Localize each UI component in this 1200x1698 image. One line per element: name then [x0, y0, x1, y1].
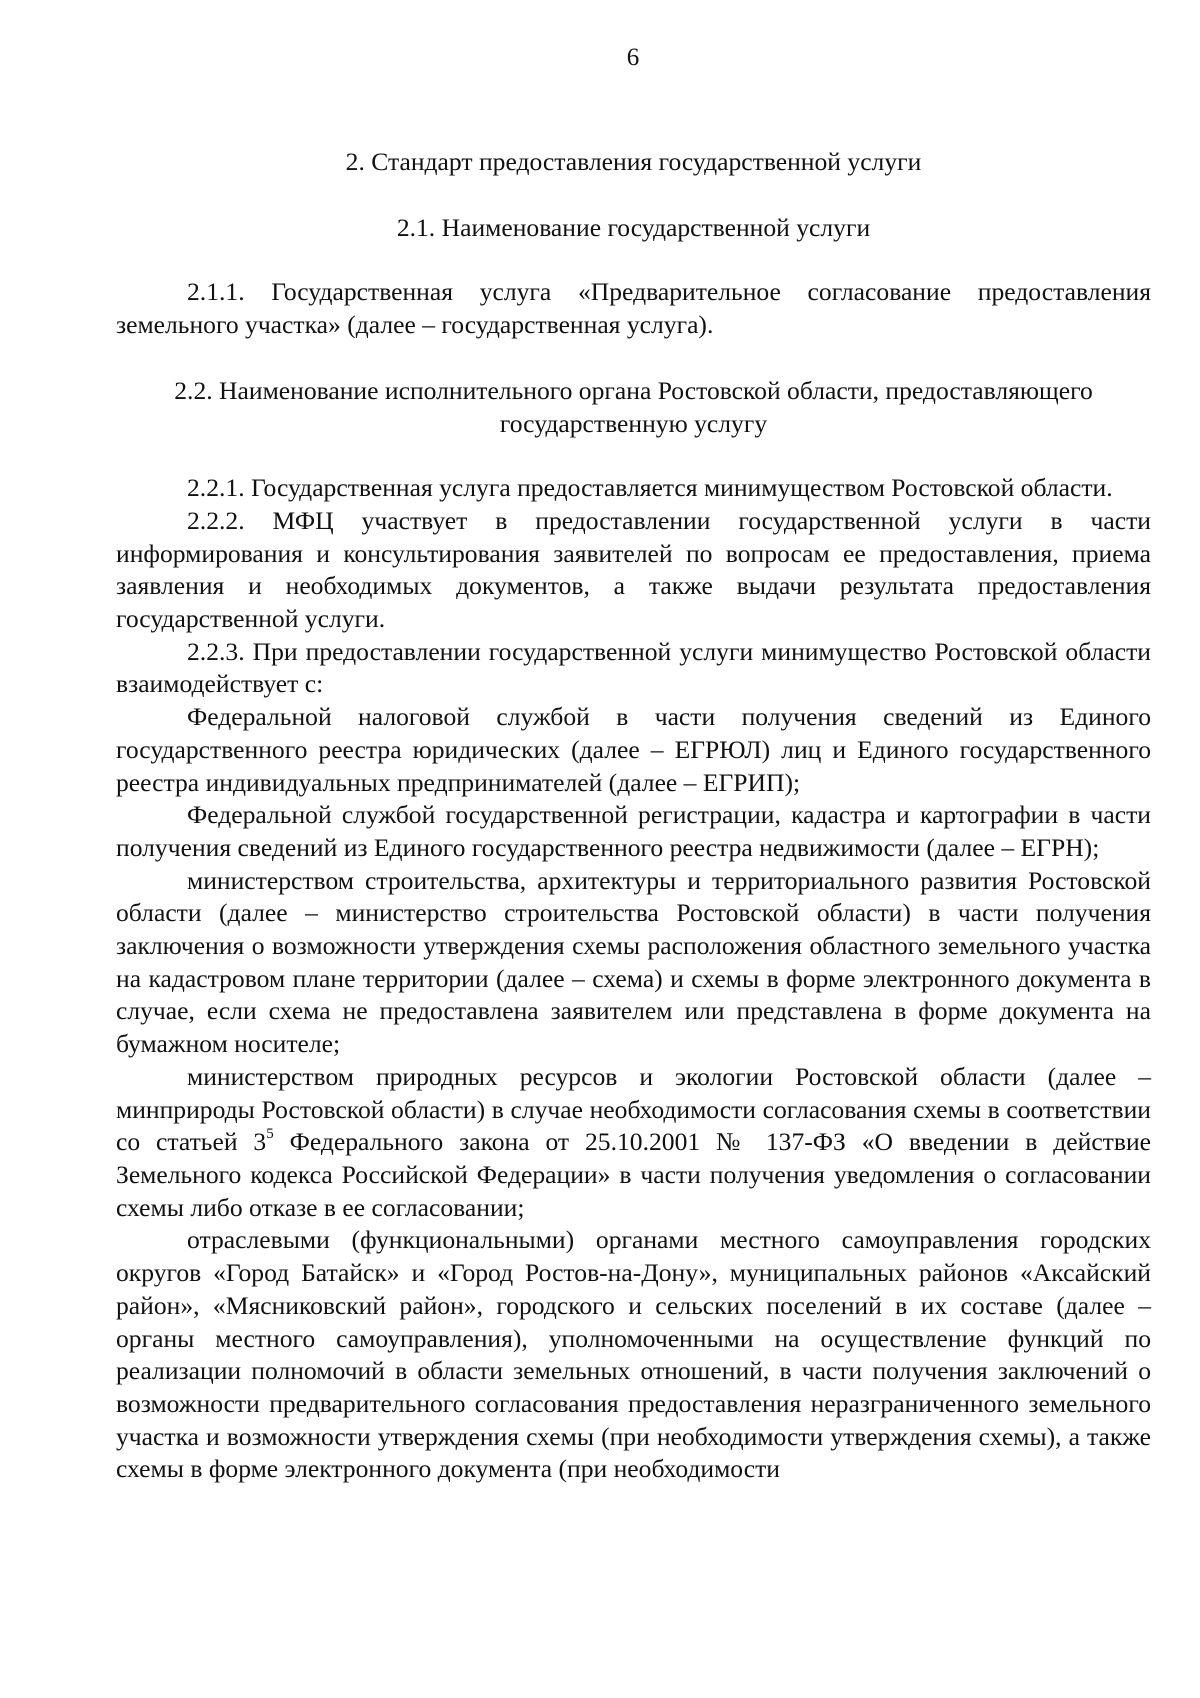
section-2-2-heading: 2.2. Наименование исполнительного органа Ростовской области, предоставляющего государственную услугу — [174, 375, 1093, 438]
paragraph-2-2-2: 2.2.2. МФЦ участвует в предоставлении государственной услуги в части информирования и консультирования заявителей по вопросам ее предоставления, приема заявления и необходимых документов, а также выдачи результата предоставления государственной услуги. — [116, 505, 1151, 634]
section-2-heading: 2. Стандарт предоставления государственной услуги — [345, 147, 922, 176]
paragraph-2-2-1: 2.2.1. Государственная услуга предоставляется минимуществом Ростовской области. — [187, 473, 1113, 503]
section-2-1-heading: 2.1. Наименование государственной услуги — [396, 212, 871, 242]
paragraph-2-1-1: 2.1.1. Государственная услуга «Предварительное согласование предоставления земельного участка» (далее – государственная услуга). — [116, 277, 1151, 340]
paragraph-fns: Федеральной налоговой службой в части получения сведений из Единого государственного реестра юридических (далее – ЕГРЮЛ) лиц и Единого государственного реестра индивидуальных предпринимателей (далее – ЕГРИП); — [116, 702, 1151, 797]
paragraph-2-2-3: 2.2.3. При предоставлении государственной услуги минимущество Ростовской области взаимодействует с: — [116, 636, 1151, 699]
article-superscript: 5 — [266, 1126, 274, 1143]
paragraph-minstroy: министерством строительства, архитектуры и территориального развития Ростовской области (далее – министерство строительства Ростовской области) в части получения заключения о возможности утверждения схемы расположения областного земельного участка на кадастровом плане территории (далее – схема) и схемы в форме электронного документа в случае, если схема не предоставлена заявителем или представлена в форме документа на бумажном носителе; — [116, 865, 1151, 1059]
minprirody-text-after: Федерального закона от 25.10.2001 № 137-ФЗ «О введении в действие Земельного кодекса Российской Федерации» в части получения уведомления о согласовании схемы либо отказе в ее согласовании; — [116, 1127, 1152, 1222]
paragraph-rosreestr: Федеральной службой государственной регистрации, кадастра и картографии в части получения сведений из Единого государственного реестра недвижимости (далее – ЕГРН); — [116, 800, 1151, 862]
minprirody-text-before: министерством природных ресурсов и экологии Ростовской области (далее – минприроды Ростовской области) в случае необходимости согласования схемы в соответствии со статьей 3 — [116, 1061, 1151, 1157]
page-number: 6 — [626, 44, 640, 71]
paragraph-minprirody — [116, 1061, 1151, 1225]
document-body — [116, 146, 1151, 1486]
paragraph-local-government: отраслевыми (функциональными) органами местного самоуправления городских округов «Город Батайск» и «Город Ростов-на-Дону», муниципальных районов «Аксайский район», «Мясниковский район», городского и сельских поселений в их составе (далее – органы местного самоуправления), уполномоченными на осуществление функций по реализации полномочий в области земельных отношений, в части получения заключений о возможности предварительного согласования предоставления неразграниченного земельного участка и возможности утверждения схемы (при необходимости утверждения схемы), а также схемы в форме электронного документа (при необходимости — [116, 1225, 1151, 1484]
